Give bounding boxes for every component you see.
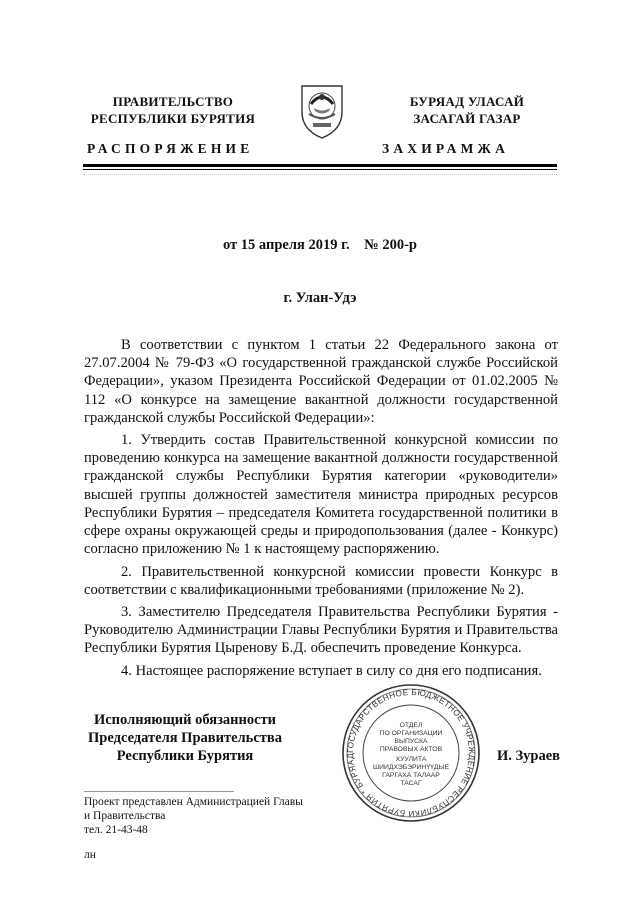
header-right-line1: БУРЯАД УЛАСАЙ [409, 94, 525, 109]
doc-type-left: РАСПОРЯЖЕНИЕ [87, 141, 254, 156]
header-rule-thin [83, 169, 557, 170]
doc-type-right: ЗАХИРАМЖА [382, 141, 510, 156]
stamp-center-line: ТАСАГ [400, 780, 422, 787]
coat-of-arms-icon [298, 82, 346, 140]
footer-line1: Проект представлен Администрацией Главы [84, 796, 303, 808]
stamp-center-line: ГАРГАХА ТАЛААР [382, 772, 440, 779]
footer-info [84, 795, 384, 837]
item-3-paragraph: 3. Заместителю Председателя Правительства Республики Бурятия - Руководителю Администрации Главы Республики Бурятия и Правительства Республики Бурятия Цыренову Б.Д. обеспечить проведение Конкурса. [84, 604, 558, 657]
stamp-center-line: ШИИДХЭБЭРИНҮҮДЫЕ [372, 764, 450, 771]
item-2-paragraph: 2. Правительственной конкурсной комиссии провести Конкурс в соответствии с квалификационными требованиями (приложение № 2). [84, 564, 558, 599]
item-4-paragraph: 4. Настоящее распоряжение вступает в силу со дня его подписания. [121, 663, 542, 679]
stamp-center-line: ОТДЕЛ [399, 722, 423, 729]
signatory-name: И. Зураев [496, 748, 560, 764]
item-1-paragraph: 1. Утвердить состав Правительственной конкурсной комиссии по проведению конкурса на замещение вакантной должности государственной гражданской службы Республики Бурятия категории «руководители» высшей группы должностей заместителя министра природных ресурсов Республики Бурятия – председателя Комитета государственной политики в сфере охраны окружающей среды и природопользования (далее - Конкурс) согласно приложению № 1 к настоящему распоряжению. [84, 432, 558, 558]
header-left-line2: РЕСПУБЛИКИ БУРЯТИЯ [90, 111, 256, 126]
header-left-org [83, 93, 263, 127]
header-right-line2: ЗАСАГАЙ ГАЗАР [413, 111, 521, 126]
header-dotted-line [83, 174, 557, 177]
stamp-center-line: ХУУЛИТА [395, 756, 427, 763]
signatory-title-line1: Исполняющий обязанности [93, 712, 277, 728]
doc-city: г. Улан-Удэ [283, 290, 357, 306]
footer-initials: лн [84, 849, 96, 861]
signatory-title-line2: Председателя Правительства [88, 730, 282, 746]
footer-line2: и Правительства [84, 810, 166, 822]
signatory-title-line3: Республики Бурятия [116, 748, 254, 764]
stamp-center-line: ПРАВОВЫХ АКТОВ [379, 746, 443, 753]
stamp-ring-text: ГОСУДАРСТВЕННОЕ БЮДЖЕТНОЕ УЧРЕЖДЕНИЕ РЕСПУБЛИКИ БУРЯТИЯ * БУРЯАД [345, 687, 477, 819]
stamp-center-line: ВЫПУСКА [394, 738, 428, 745]
header-rule-thick [83, 164, 557, 167]
preamble-paragraph: В соответствии с пунктом 1 статьи 22 Федерального закона от 27.07.2004 № 79-ФЗ «О государственной гражданской службе Российской Федерации», указом Президента Российской Федерации от 01.02.2005 № 112 «О конкурсе на замещение вакантной должности государственной гражданской службы Российской Федерации»: [84, 337, 558, 426]
footer-phone: тел. 21-43-48 [84, 824, 148, 836]
header-right-org [377, 93, 557, 127]
stamp-center-line: ПО ОРГАНИЗАЦИИ [379, 730, 443, 737]
signatory-title [80, 711, 290, 765]
header-left-line1: ПРАВИТЕЛЬСТВО [112, 94, 234, 109]
doc-date-number: от 15 апреля 2019 г. № 200-р [223, 237, 417, 253]
footer-rule [84, 791, 234, 792]
